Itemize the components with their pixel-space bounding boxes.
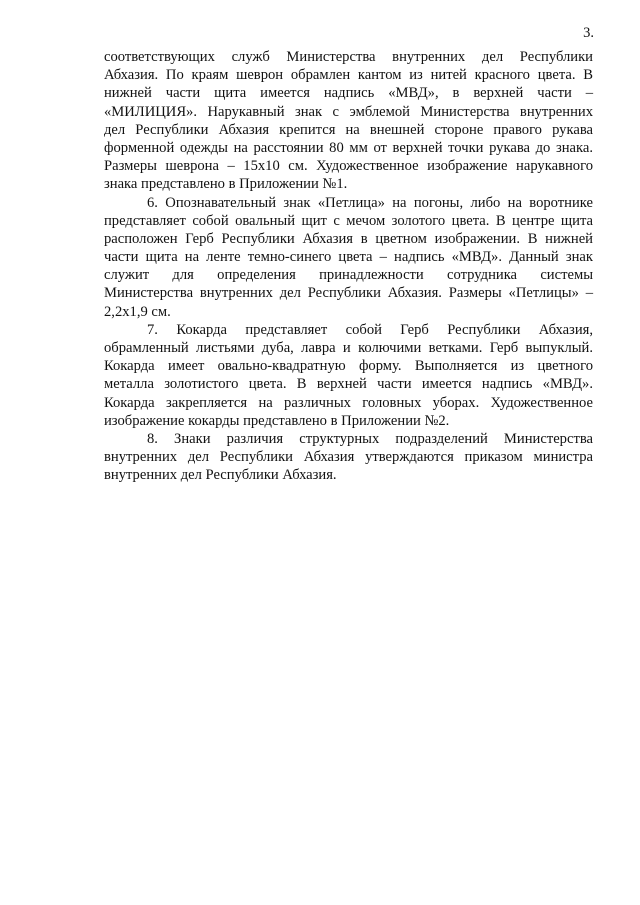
text-line: «МИЛИЦИЯ». Нарукавный знак с эмблемой Министерства внутренних — [104, 103, 593, 120]
text-line: Министерства внутренних дел Республики Абхазия. Размеры «Петлицы» – — [104, 285, 593, 302]
text-line: 8. Знаки различия структурных подразделений Министерства — [147, 430, 593, 447]
text-line: соответствующих служб Министерства внутренних дел Республики — [104, 49, 593, 65]
text-line: знака представлено в Приложении №1. — [104, 176, 348, 193]
text-line: Размеры шеврона – 15х10 см. Художественное изображение нарукавного — [104, 158, 593, 175]
document-body — [104, 48, 593, 485]
paragraph-8 — [104, 430, 593, 485]
text-line: 2,2х1,9 см. — [104, 303, 171, 320]
text-line: Кокарда закрепляется на различных головных уборах. Художественное — [104, 394, 593, 411]
text-line: дел Республики Абхазия крепится на внешней стороне правого рукава — [104, 121, 593, 138]
text-line: обрамленный листьями дуба, лавра и колючими ветками. Герб выпуклый. — [104, 340, 593, 356]
text-line: части щита на ленте темно-синего цвета – надпись «МВД». Данный знак — [104, 249, 593, 266]
text-line: изображение кокарды представлено в Приложении №2. — [104, 412, 450, 429]
text-line: 6. Опознавательный знак «Петлица» на погоны, либо на воротнике — [147, 194, 593, 211]
page-number: 3. — [583, 25, 594, 41]
text-line: нижней части щита имеется надпись «МВД», в верхней части – — [104, 85, 593, 102]
text-line: 7. Кокарда представляет собой Герб Республики Абхазия, — [147, 321, 593, 338]
paragraph-continuation — [104, 48, 593, 194]
text-line: Кокарда имеет овально-квадратную форму. Выполняется из цветного — [104, 358, 593, 375]
text-line: внутренних дел Республики Абхазия. — [104, 467, 337, 484]
text-line: внутренних дел Республики Абхазия утверждаются приказом министра — [104, 449, 593, 466]
text-line: представляет собой овальный щит с мечом золотого цвета. В центре щита — [104, 212, 593, 229]
text-line: металла золотистого цвета. В верхней части имеется надпись «МВД». — [104, 376, 593, 393]
paragraph-7 — [104, 321, 593, 430]
text-line: расположен Герб Республики Абхазия в цветном изображении. В нижней — [104, 230, 593, 247]
text-line: служит для определения принадлежности сотрудника системы — [104, 267, 593, 284]
text-line: Абхазия. По краям шеврон обрамлен кантом из нитей красного цвета. В — [104, 67, 593, 84]
paragraph-6 — [104, 194, 593, 321]
text-line: форменной одежды на расстоянии 80 мм от верхней точки рукава до знака. — [104, 139, 593, 156]
